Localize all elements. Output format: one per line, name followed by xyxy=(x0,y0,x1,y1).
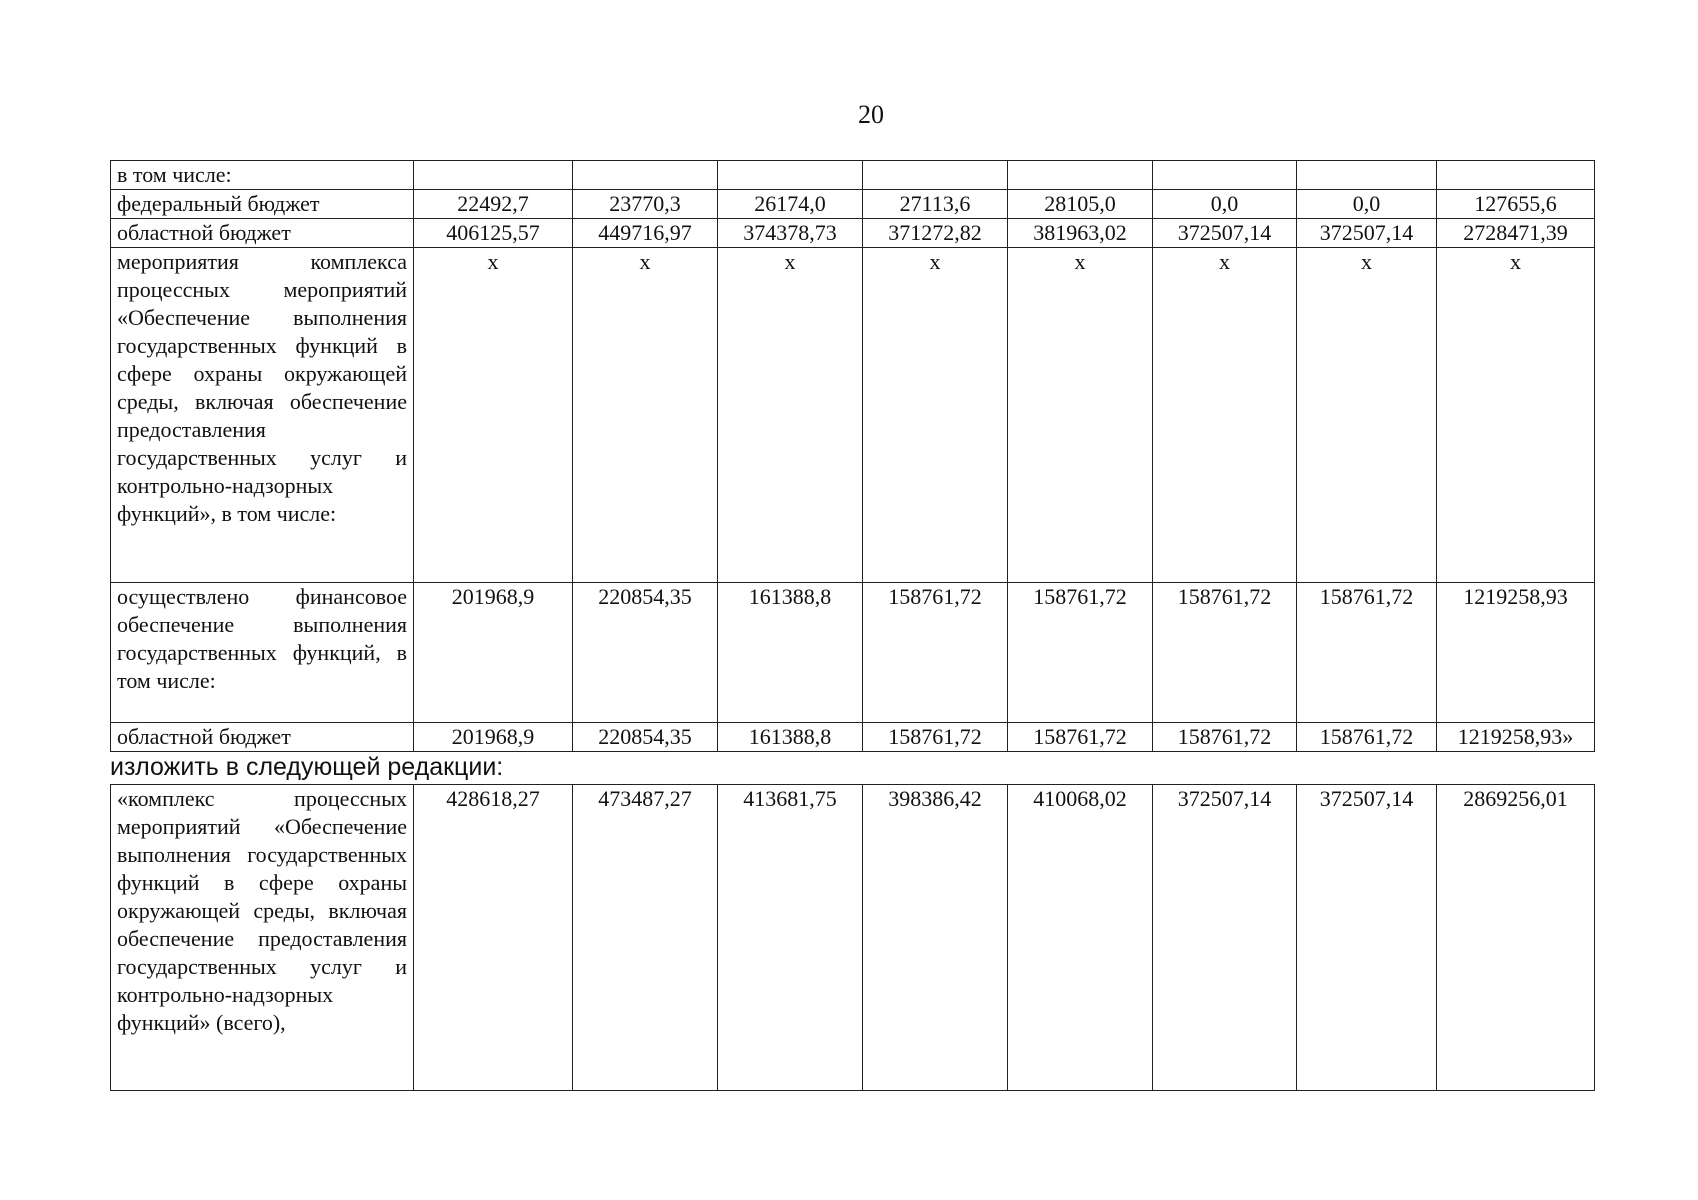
cell-value: х xyxy=(1153,248,1297,583)
cell-value xyxy=(1437,161,1595,190)
table-row xyxy=(111,248,1595,583)
cell-value: 22492,7 xyxy=(414,190,573,219)
cell-value: х xyxy=(1297,248,1437,583)
cell-value xyxy=(863,161,1008,190)
table-row xyxy=(111,190,1595,219)
cell-value xyxy=(1153,161,1297,190)
cell-value: 372507,14 xyxy=(1153,219,1297,248)
cell-value: 0,0 xyxy=(1153,190,1297,219)
cell-value: 372507,14 xyxy=(1297,219,1437,248)
row-label: «комплекс процессных мероприятий «Обеспечение выполнения государственных функций в сфере охраны окружающей среды, включая обеспечение предоставления государственных услуг и контрольно-надзорных функций» (всего), xyxy=(111,785,414,1091)
table-row xyxy=(111,583,1595,723)
row-label: осуществлено финансовое обеспечение выполнения государственных функций, в том числе: xyxy=(111,583,414,723)
cell-value: 158761,72 xyxy=(863,583,1008,723)
cell-value: 371272,82 xyxy=(863,219,1008,248)
cell-value: 158761,72 xyxy=(1008,583,1153,723)
budget-table-new xyxy=(110,784,1595,1091)
cell-value: 26174,0 xyxy=(718,190,863,219)
cell-value: х xyxy=(1008,248,1153,583)
cell-value: 0,0 xyxy=(1297,190,1437,219)
cell-value: 1219258,93» xyxy=(1437,723,1595,752)
cell-value: 201968,9 xyxy=(414,583,573,723)
cell-value xyxy=(718,161,863,190)
cell-value: 158761,72 xyxy=(1297,583,1437,723)
cell-value xyxy=(1008,161,1153,190)
cell-value: 161388,8 xyxy=(718,723,863,752)
cell-value: 1219258,93 xyxy=(1437,583,1595,723)
cell-value: 372507,14 xyxy=(1153,785,1297,1091)
cell-value: 449716,97 xyxy=(573,219,718,248)
cell-value: 381963,02 xyxy=(1008,219,1153,248)
editorial-instruction: изложить в следующей редакции: xyxy=(110,753,504,781)
cell-value: 23770,3 xyxy=(573,190,718,219)
table-row xyxy=(111,785,1595,1091)
cell-value: х xyxy=(573,248,718,583)
row-label: областной бюджет xyxy=(111,723,414,752)
cell-value: 28105,0 xyxy=(1008,190,1153,219)
table-row xyxy=(111,161,1595,190)
table-row xyxy=(111,723,1595,752)
cell-value xyxy=(414,161,573,190)
cell-value xyxy=(1297,161,1437,190)
cell-value: 2728471,39 xyxy=(1437,219,1595,248)
cell-value: 413681,75 xyxy=(718,785,863,1091)
cell-value: 374378,73 xyxy=(718,219,863,248)
table-row xyxy=(111,219,1595,248)
cell-value: 127655,6 xyxy=(1437,190,1595,219)
page-number: 20 xyxy=(858,100,884,129)
cell-value: 201968,9 xyxy=(414,723,573,752)
cell-value: 158761,72 xyxy=(1153,723,1297,752)
row-label: мероприятия комплекса процессных мероприятий «Обеспечение выполнения государственных функций в сфере охраны окружающей среды, включая обеспечение предоставления государственных услуг и контрольно-надзорных функций», в том числе: xyxy=(111,248,414,583)
cell-value: х xyxy=(863,248,1008,583)
cell-value: 398386,42 xyxy=(863,785,1008,1091)
cell-value: х xyxy=(414,248,573,583)
cell-value: 220854,35 xyxy=(573,723,718,752)
row-label: федеральный бюджет xyxy=(111,190,414,219)
cell-value: 372507,14 xyxy=(1297,785,1437,1091)
budget-table-old xyxy=(110,160,1595,752)
cell-value: х xyxy=(718,248,863,583)
cell-value: 158761,72 xyxy=(1297,723,1437,752)
cell-value: 220854,35 xyxy=(573,583,718,723)
cell-value: 428618,27 xyxy=(414,785,573,1091)
cell-value: 406125,57 xyxy=(414,219,573,248)
cell-value: 2869256,01 xyxy=(1437,785,1595,1091)
cell-value: 27113,6 xyxy=(863,190,1008,219)
row-label: областной бюджет xyxy=(111,219,414,248)
cell-value: 410068,02 xyxy=(1008,785,1153,1091)
cell-value: 158761,72 xyxy=(1153,583,1297,723)
cell-value: х xyxy=(1437,248,1595,583)
cell-value xyxy=(573,161,718,190)
cell-value: 158761,72 xyxy=(863,723,1008,752)
cell-value: 473487,27 xyxy=(573,785,718,1091)
cell-value: 161388,8 xyxy=(718,583,863,723)
cell-value: 158761,72 xyxy=(1008,723,1153,752)
row-label: в том числе: xyxy=(111,161,414,190)
